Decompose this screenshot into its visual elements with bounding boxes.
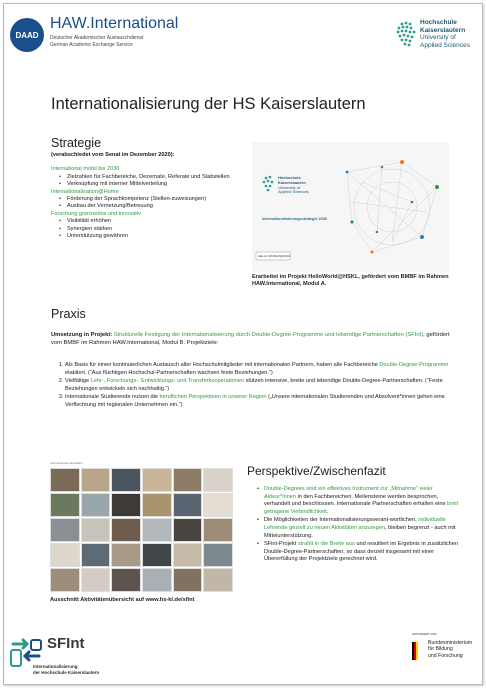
list-item: • Synergien stärken (67, 226, 241, 233)
praxis-intro: Umsetzung in Projekt: Strukturelle Festigung der Internationalisierung durch Double-Degree-Programme und lebendige Partnerschaften (SFInt), gefördert vom BMBF im Rahmen HAW.International, Modul B. Projektziele: (51, 332, 450, 346)
poster-caption: Erarbeitet im Projekt HelloWorld@HSKL, gefördert vom BMBF im Rahmen HAW.International, Modul A. (252, 274, 449, 288)
program-title: HAW.International (50, 15, 179, 32)
daad-logo: DAAD (10, 18, 44, 52)
page-title: Internationalisierung der HS Kaiserslautern (51, 95, 366, 113)
sfint-subtitle: Internationalisierung der Hochschule Kaiserslautern (33, 664, 100, 675)
collage-caption: Ausschnitt Aktivitätenübersicht auf www.hs-kl.de/sfint (50, 597, 195, 603)
praxis-heading: Praxis (51, 307, 86, 321)
poster-logo-text: Hochschule Kaiserslautern University of Applied Sciences (278, 175, 309, 195)
list-item: • Förderung der Sprachkompetenz (Stellen-zuweisungen) (67, 196, 241, 203)
list-item: 3. Internationale Studierende nutzen die beruflichen Perspektiven in unserer Region („Unsere internationalen Studierenden und Absolvent*innen gehen eine Verflechtung mit regionalen Unternehmen ein.“) (65, 394, 457, 409)
strategie-heading: Strategie (51, 136, 102, 150)
collage-title: Internationale Aktivitäten (50, 461, 83, 465)
strategie-section (51, 136, 241, 240)
perspektive-heading: Perspektive/Zwischenfazit (247, 464, 386, 478)
funding-label: GEFÖRDERT VOM (412, 632, 437, 636)
list-item: 2. Vielfältige Lehr-, Forschungs-, Entwicklungs- und Transferkooperationen stützen intensive, breite und lebendige Double-Degree-Partnerschaften. (“Feste Beziehungen entwickeln sich nachhaltig.“) (65, 378, 457, 393)
list-item: 1. Als Basis für einen kontinuierlichen Austausch aller Hochschulmitglieder mit internationalen Partnern, haben alle Fachbereiche Double-Degree-Programme etabliert. (“Aus flüchtigen Hochschul-Partnerschaften wachsen feste Beziehungen.“) (65, 362, 457, 377)
strategy-group-title: Internationalisation@Home (51, 188, 119, 195)
perspektive-list (254, 486, 459, 565)
activity-photo-collage (50, 468, 233, 592)
program-subtitle: Deutscher Akademischer Austauschdienst German Academic Exchange Service (50, 35, 144, 48)
list-item: • Visibilität erhöhen (67, 218, 241, 225)
strategy-group-title: Forschung grenzenlos und innovativ (51, 210, 141, 217)
list-item: • Ausbau der Vernetzung/Betreuung (67, 203, 241, 210)
university-name: Hochschule Kaiserslautern University of Applied Sciences (420, 19, 470, 49)
federal-eagle-icon (412, 642, 424, 660)
sfint-name: SFInt (47, 635, 85, 652)
strategie-note: (verabschiedet vom Senat im Dezember 2020): (51, 152, 175, 158)
praxis-goals (51, 362, 457, 411)
network-graphic-icon (252, 142, 449, 272)
list-item: • Verknüpfung mit interner Mittelverteilung (67, 181, 241, 188)
poster-tag: HELLO WORLD@HSKL (258, 254, 291, 258)
list-item: • Double-Degrees sind ein effektives Instrument zur „Mitnahme“ vieler Akteur*innen in den Fachbereichen. Meilensteine werden besprochen, verhandelt und beschlossen. Internationale Partnerschaften erhalten eine breit getragene Verbindlichkeit. (264, 486, 459, 516)
bmbf-logo-text: Bundesministerium für Bildung und Forschung (428, 640, 473, 659)
poster-banner: Internationalisierungsstrategie 2030 (262, 217, 327, 221)
list-item: • Zielzahlen für Fachbereiche, Dezernate, Referate und Stabstellen (67, 174, 241, 181)
list-item: • Unterstützung gewähren (67, 233, 241, 240)
strategy-group-title: International mobil bis 2030 (51, 166, 120, 173)
list-item: • SFint-Projekt strahlt in die Breite aus und resultiert im Ergebnis in zusätzlichen Double-Degree-Partnerschaften, so dass derzeit insgesamt mit einer Übererfüllung der Projektziele gerechnet wird. (264, 541, 459, 564)
strategy-poster-image (252, 142, 449, 272)
list-item: • Die Möglichkeiten der Internationalisierungsverant-wortlichen, individuelle Lehrende gezielt zu neuen Aktivitäten anzuregen, bleiben begrenzt - auch mit Mitteiunterstützung. (264, 517, 459, 540)
